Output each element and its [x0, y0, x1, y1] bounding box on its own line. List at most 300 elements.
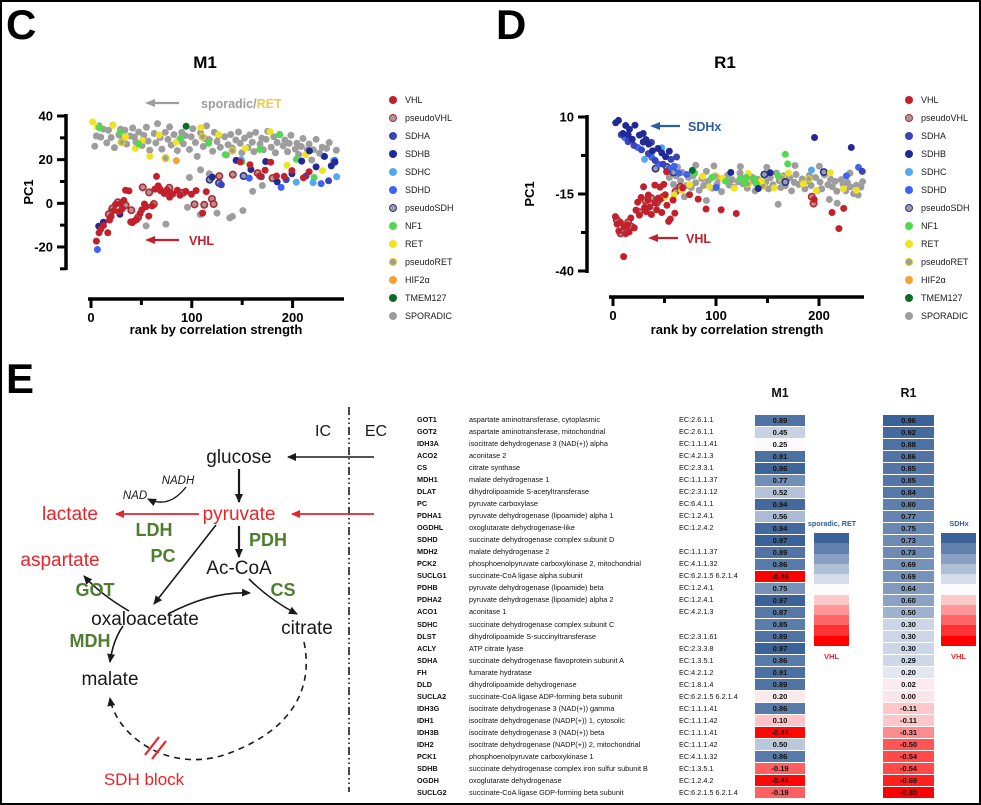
color-scale-segment: [814, 584, 849, 594]
ec-number: EC:6.4.1.1: [679, 499, 714, 509]
legend-swatch-SDHA: [905, 132, 913, 140]
gene-symbol: IDH2: [417, 739, 434, 749]
scatter-point: [94, 246, 101, 253]
scatter-point: [252, 129, 259, 136]
scatter-point: [96, 124, 103, 131]
legend-item: [905, 271, 970, 289]
nadh-label: NADH: [161, 475, 195, 487]
scatter-point: [333, 147, 340, 154]
scatter-point: [199, 210, 206, 217]
legend-item: [905, 181, 970, 199]
legend-swatch-SDHA: [389, 132, 397, 140]
scatter-point: [222, 151, 229, 158]
y-axis-label: PC1: [522, 181, 537, 207]
scatter-point: [267, 128, 274, 135]
r1-value-cell: 0.60: [883, 595, 934, 606]
gene-symbol: IDH3B: [417, 727, 439, 737]
legend-swatch-SDHD: [389, 186, 397, 194]
legend-label: SDHD: [405, 185, 431, 195]
scatter-point: [840, 185, 847, 192]
gene-description: phosphoenolpyruvate carboxykinase 2, mitochondrial: [469, 559, 641, 569]
m1-value-cell: 0.45: [755, 427, 805, 438]
legend-swatch-pseudoSDH: [389, 204, 397, 212]
ec-number: EC:1.8.1.4: [679, 679, 714, 689]
x-tick-label: 200: [281, 310, 304, 325]
scatter-point: [229, 213, 236, 220]
legend-label: RET: [405, 239, 423, 249]
ec-number: EC:1.2.4.1: [679, 583, 714, 593]
gene-symbol: SDHC: [417, 619, 438, 629]
scatter-point: [267, 159, 274, 166]
scatter-point: [834, 200, 841, 207]
legend-label: pseudoSDH: [405, 203, 454, 213]
legend-swatch-pseudoRET: [389, 258, 397, 266]
scatter-point: [122, 133, 129, 140]
reverse-tca-dashed-arrow: [110, 642, 306, 760]
gene-symbol: SUCLG2: [417, 787, 447, 797]
m1-value-cell: 0.89: [755, 631, 805, 642]
r1-value-cell: -0.11: [883, 703, 934, 714]
gene-description: succinate dehydrogenase flavoprotein subunit A: [469, 655, 624, 665]
scatter-point: [120, 197, 127, 204]
ec-number: EC:4.1.1.32: [679, 559, 718, 569]
legend-swatch-VHL: [389, 96, 397, 104]
m1-value-cell: 0.56: [755, 511, 805, 522]
gene-description: malate dehydrogenase 1: [469, 475, 550, 485]
m1-value-cell: -0.19: [755, 787, 805, 798]
m1-value-cell: 0.91: [755, 667, 805, 678]
scatter-point: [308, 157, 315, 164]
scatter-point: [640, 183, 647, 190]
ec-number: EC:1.1.1.42: [679, 739, 718, 749]
color-scale-segment: [941, 564, 976, 574]
y-tick-label: 10: [559, 109, 574, 125]
ec-number: EC:4.1.1.32: [679, 751, 718, 761]
ec-label: EC: [364, 423, 388, 440]
m1-value-cell: 0.25: [755, 439, 805, 450]
legend-m1: [389, 91, 454, 325]
m1-value-cell: 0.91: [755, 451, 805, 462]
r1-value-cell: 0.75: [883, 523, 934, 534]
gene-symbol: FH: [417, 667, 427, 677]
nadh-to-nad-arrow: [148, 487, 186, 502]
legend-label: pseudoRET: [405, 257, 453, 267]
gene-symbol: PCK1: [417, 751, 437, 761]
scatter-point: [775, 201, 782, 208]
scatter-point: [782, 151, 789, 158]
scatter-point: [662, 191, 669, 198]
scatter-point: [197, 166, 204, 173]
gene-symbol: OGDH: [417, 775, 439, 785]
gene-symbol: DLD: [417, 679, 432, 689]
scatter-point: [313, 163, 320, 170]
scatter-point: [821, 169, 827, 175]
scatter-point: [242, 145, 249, 152]
scatter-point: [671, 163, 678, 170]
scatter-point: [143, 124, 150, 131]
m1-value-cell: 0.94: [755, 499, 805, 510]
gene-symbol: DLAT: [417, 487, 436, 497]
scatter-point: [840, 205, 847, 212]
scatter-point: [170, 131, 177, 138]
got-label: GOT: [75, 580, 115, 600]
scatter-point: [761, 171, 767, 177]
scatter-point: [239, 207, 246, 214]
scatter-point: [262, 167, 269, 174]
scatter-point: [135, 141, 142, 148]
r1-value-cell: 0.00: [883, 691, 934, 702]
scatter-point: [727, 169, 734, 176]
scatter-point: [817, 179, 824, 186]
annotation-text: sporadic/RET: [201, 97, 282, 111]
m1-value-cell: 0.94: [755, 523, 805, 534]
scatter-point: [194, 153, 201, 160]
scatter-point: [703, 197, 710, 204]
gene-symbol: ACO2: [417, 451, 438, 461]
scatter-point: [782, 179, 788, 185]
gene-description: pyruvate dehydrogenase (lipoamide) alpha 2: [469, 595, 614, 605]
legend-item: [905, 145, 970, 163]
scatter-point: [288, 167, 295, 174]
m1-value-cell: -0.44: [755, 775, 805, 786]
scatter-point: [713, 184, 720, 191]
gene-description: succinate dehydrogenase complex iron sulfur subunit B: [469, 763, 648, 773]
scatter-point: [162, 221, 169, 228]
scatter-point: [699, 173, 706, 180]
scatter-point: [227, 131, 234, 138]
scatter-point: [703, 206, 710, 213]
legend-item: [389, 181, 454, 199]
scatter-point: [237, 158, 244, 165]
cs-label: CS: [270, 580, 296, 600]
scatter-point: [145, 213, 152, 220]
ec-number: EC:4.2.1.3: [679, 607, 714, 617]
scatter-point: [631, 122, 638, 129]
legend-item: [905, 91, 970, 109]
scatter-point: [100, 222, 107, 229]
gene-description: aspartate aminotransferase, mitochondrial: [469, 427, 606, 437]
scatter-point: [152, 139, 159, 146]
scatter-point: [631, 224, 638, 231]
scatter-point: [273, 172, 280, 179]
gene-symbol: GOT1: [417, 415, 437, 424]
legend-item: [389, 91, 454, 109]
color-scale-segment: [941, 554, 976, 564]
scatter-point: [299, 135, 306, 142]
ec-number: EC:2.6.1.1: [679, 427, 714, 437]
r1-value-cell: -0.54: [883, 763, 934, 774]
gene-symbol: ACLY: [417, 643, 437, 653]
scatter-point: [256, 173, 263, 180]
m1-value-cell: 0.52: [755, 487, 805, 498]
scatter-point: [189, 125, 196, 132]
y-axis-label: PC1: [21, 179, 36, 205]
m1-value-cell: 0.86: [755, 751, 805, 762]
gene-description: dihydrolipoamide S-succinyltransferase: [469, 631, 596, 641]
r1-value-cell: -0.11: [883, 715, 934, 726]
scatter-point: [221, 133, 228, 140]
mdh-arrow: [110, 626, 123, 662]
r1-value-cell: 0.85: [883, 475, 934, 486]
scatter-point: [325, 177, 332, 184]
scatter-point: [154, 120, 161, 127]
ec-number: EC:2.3.3.1: [679, 463, 714, 473]
ldh-label: LDH: [135, 520, 173, 540]
scatter-point: [767, 169, 774, 176]
color-scale-r1: [941, 533, 976, 646]
ec-number: EC:2.3.1.12: [679, 487, 718, 497]
gene-description: oxoglutarate dehydrogenase-like: [469, 523, 575, 533]
ec-number: EC:1.1.1.41: [679, 439, 718, 449]
scatter-point: [331, 159, 338, 166]
legend-label: HIF2α: [405, 275, 430, 285]
scatter-point: [191, 201, 197, 207]
gene-symbol: PCK2: [417, 559, 437, 569]
scatter-point: [156, 131, 163, 138]
legend-item: [389, 109, 454, 127]
legend-swatch-SDHD: [905, 186, 913, 194]
gene-symbol: SDHA: [417, 655, 438, 665]
legend-label: NF1: [921, 221, 939, 231]
scatter-point: [310, 179, 317, 186]
gene-symbol: PC: [417, 499, 428, 509]
scatter-point: [648, 211, 655, 218]
gene-description: aconitase 1: [469, 607, 507, 617]
scatter-point: [627, 214, 634, 221]
scatter-point: [298, 158, 305, 165]
r1-value-cell: 0.86: [883, 451, 934, 462]
scatter-point: [733, 210, 740, 217]
ec-number: EC:4.2.1.2: [679, 667, 714, 677]
scatter-point: [145, 138, 152, 145]
gene-description: isocitrate dehydrogenase 3 (NAD(+)) gamma: [469, 703, 615, 713]
gene-symbol: MDH2: [417, 547, 438, 557]
legend-swatch-TMEM127: [905, 294, 913, 302]
scatter-point: [660, 161, 667, 168]
scatter-point: [612, 213, 619, 220]
scatter-point: [615, 117, 622, 124]
gene-description: isocitrate dehydrogenase (NADP(+)) 1, cytosolic: [469, 715, 625, 725]
scatter-point: [788, 187, 795, 194]
scatter-point: [318, 180, 325, 187]
legend-swatch-NF1: [389, 222, 397, 230]
gene-description: phosphoenolpyruvate carboxykinase 1: [469, 751, 594, 761]
gene-description: succinate dehydrogenase complex subunit C: [469, 619, 615, 629]
scatter-point: [111, 144, 118, 151]
scatter-point: [192, 139, 199, 146]
r1-value-cell: 0.20: [883, 667, 934, 678]
ec-number: EC:1.2.4.2: [679, 775, 714, 785]
oxaloacetate-label: oxaloacetate: [91, 609, 199, 630]
r1-value-cell: 0.30: [883, 631, 934, 642]
scatter-point: [205, 140, 212, 147]
scatter-point: [230, 171, 236, 177]
scatter-point: [104, 229, 111, 236]
scale-top-label-m1: sporadic, RET: [807, 519, 857, 528]
ec-number: EC:6.2.1.5 6.2.1.4: [679, 787, 738, 797]
scatter-point: [771, 184, 778, 191]
r1-value-cell: 0.02: [883, 679, 934, 690]
scatter-point: [671, 210, 678, 217]
legend-label: VHL: [921, 95, 939, 105]
scatter-point: [306, 168, 313, 175]
scatter-point: [737, 163, 744, 170]
legend-label: SDHA: [405, 131, 431, 141]
scatter-point: [91, 143, 98, 150]
scatter-point: [791, 162, 798, 169]
legend-swatch-SDHB: [389, 150, 397, 158]
scatter-point: [97, 134, 104, 141]
scatter-point: [140, 184, 146, 190]
color-scale-m1: [814, 533, 849, 646]
aspartate-label: aspartate: [20, 550, 100, 571]
y-tick-label: 40: [38, 108, 53, 124]
scatter-point: [177, 192, 184, 199]
m1-value-cell: 0.77: [755, 475, 805, 486]
gene-description: oxoglutarate dehydrogenase: [469, 775, 562, 785]
legend-item: [905, 253, 970, 271]
scatter-point: [153, 173, 160, 180]
scatter-point: [263, 136, 270, 143]
ec-number: EC:1.1.1.37: [679, 475, 718, 485]
x-tick-label: 100: [180, 310, 203, 325]
scatter-point: [268, 144, 275, 151]
scatter-point: [146, 147, 153, 154]
m1-value-cell: 0.97: [755, 595, 805, 606]
gene-symbol: IDH3A: [417, 439, 439, 449]
scatter-point: [808, 182, 815, 189]
ec-number: EC:1.2.4.1: [679, 595, 714, 605]
gene-description: isocitrate dehydrogenase (NADP(+)) 2, mitochondrial: [469, 739, 641, 749]
color-scale-segment: [814, 554, 849, 564]
legend-label: pseudoRET: [921, 257, 969, 267]
scatter-point: [792, 171, 799, 178]
scatter-point: [298, 143, 305, 150]
scatter-point: [718, 206, 725, 213]
legend-item: [389, 289, 454, 307]
scatter-point: [722, 178, 729, 185]
scatter-point: [706, 183, 713, 190]
scatter-point: [800, 180, 807, 187]
scatter-point: [146, 189, 152, 195]
scatter-point: [259, 182, 266, 189]
m1-value-cell: 0.85: [755, 619, 805, 630]
scatter-point: [686, 191, 693, 198]
legend-label: TMEM127: [405, 293, 447, 303]
pathway-diagram: [2, 362, 412, 805]
scatter-point: [116, 129, 123, 136]
panel-letter-e: E: [6, 355, 35, 402]
scatter-point: [333, 173, 340, 180]
legend-swatch-NF1: [905, 222, 913, 230]
annotation-text: VHL: [189, 234, 214, 248]
scatter-point: [833, 188, 840, 195]
gene-symbol: PDHA1: [417, 511, 442, 521]
scatter-point: [826, 196, 833, 203]
scatter-point: [129, 124, 136, 131]
scatter-point: [246, 175, 253, 182]
x-tick-label: 200: [808, 308, 830, 323]
ec-number: EC:2.3.3.8: [679, 643, 714, 653]
m1-value-cell: 0.20: [755, 691, 805, 702]
r1-value-cell: 0.69: [883, 559, 934, 570]
legend-label: SPORADIC: [405, 311, 453, 321]
legend-item: [389, 253, 454, 271]
r1-value-cell: 0.50: [883, 607, 934, 618]
gene-description: dihydrolipoamide S-acetyltransferase: [469, 487, 590, 497]
scatter-point: [692, 179, 699, 186]
scatter-point: [276, 131, 283, 138]
legend-item: [905, 289, 970, 307]
gene-description: pyruvate carboxylase: [469, 499, 538, 509]
scatter-point: [853, 187, 860, 194]
r1-value-cell: -0.31: [883, 727, 934, 738]
legend-label: SDHA: [921, 131, 947, 141]
ec-number: EC:6.2.1.5 6.2.1.4: [679, 691, 738, 701]
m1-value-cell: 0.86: [755, 655, 805, 666]
scatter-point: [177, 135, 184, 142]
color-scale-segment: [814, 564, 849, 574]
gene-symbol: SDHB: [417, 763, 438, 773]
scatter-point: [835, 225, 842, 232]
scatter-point: [750, 175, 757, 182]
color-scale-segment: [814, 615, 849, 625]
gene-symbol: CS: [417, 463, 428, 473]
column-header-r1: R1: [900, 386, 917, 400]
scatter-point: [847, 183, 854, 190]
y-tick-label: -20: [34, 239, 53, 255]
color-scale-segment: [814, 574, 849, 584]
scatter-point: [203, 188, 210, 195]
r1-value-cell: -0.80: [883, 787, 934, 798]
legend-label: NF1: [405, 221, 423, 231]
gene-symbol: SUCLG1: [417, 571, 447, 581]
scatter-point: [210, 201, 216, 207]
m1-value-cell: 0.86: [755, 559, 805, 570]
scatter-point: [843, 172, 850, 179]
legend-swatch-VHL: [905, 96, 913, 104]
scatter-point: [109, 122, 116, 129]
ic-label: IC: [315, 423, 331, 440]
scatter-point: [186, 174, 193, 181]
pyruvate-label: pyruvate: [202, 504, 276, 525]
scatter-point: [667, 215, 674, 222]
legend-label: HIF2α: [921, 275, 946, 285]
legend-swatch-SDHC: [905, 168, 913, 176]
r1-value-cell: 0.92: [883, 427, 934, 438]
scatter-point: [186, 146, 193, 153]
r1-value-cell: 0.80: [883, 499, 934, 510]
scatter-point: [306, 147, 313, 154]
scatter-point: [710, 162, 717, 169]
scatter-point: [657, 196, 664, 203]
ec-number: EC:4.2.1.3: [679, 451, 714, 461]
scatter-point: [859, 178, 866, 185]
ec-number: EC:6.2.1.5 6.2.1.4: [679, 571, 738, 581]
scatter-point: [188, 133, 195, 140]
ec-number: EC:2.3.1.61: [679, 631, 718, 641]
scatter-point: [306, 141, 313, 148]
gene-description: isocitrate dehydrogenase 3 (NAD(+)) beta: [469, 727, 605, 737]
color-scale-segment: [941, 605, 976, 615]
x-axis-label: rank by correlation strength: [650, 322, 824, 337]
m1-value-cell: 0.89: [755, 679, 805, 690]
legend-item: [905, 199, 970, 217]
r1-value-cell: 0.64: [883, 583, 934, 594]
ec-number: EC:1.1.1.37: [679, 547, 718, 557]
legend-item: [905, 235, 970, 253]
m1-value-cell: 0.10: [755, 715, 805, 726]
